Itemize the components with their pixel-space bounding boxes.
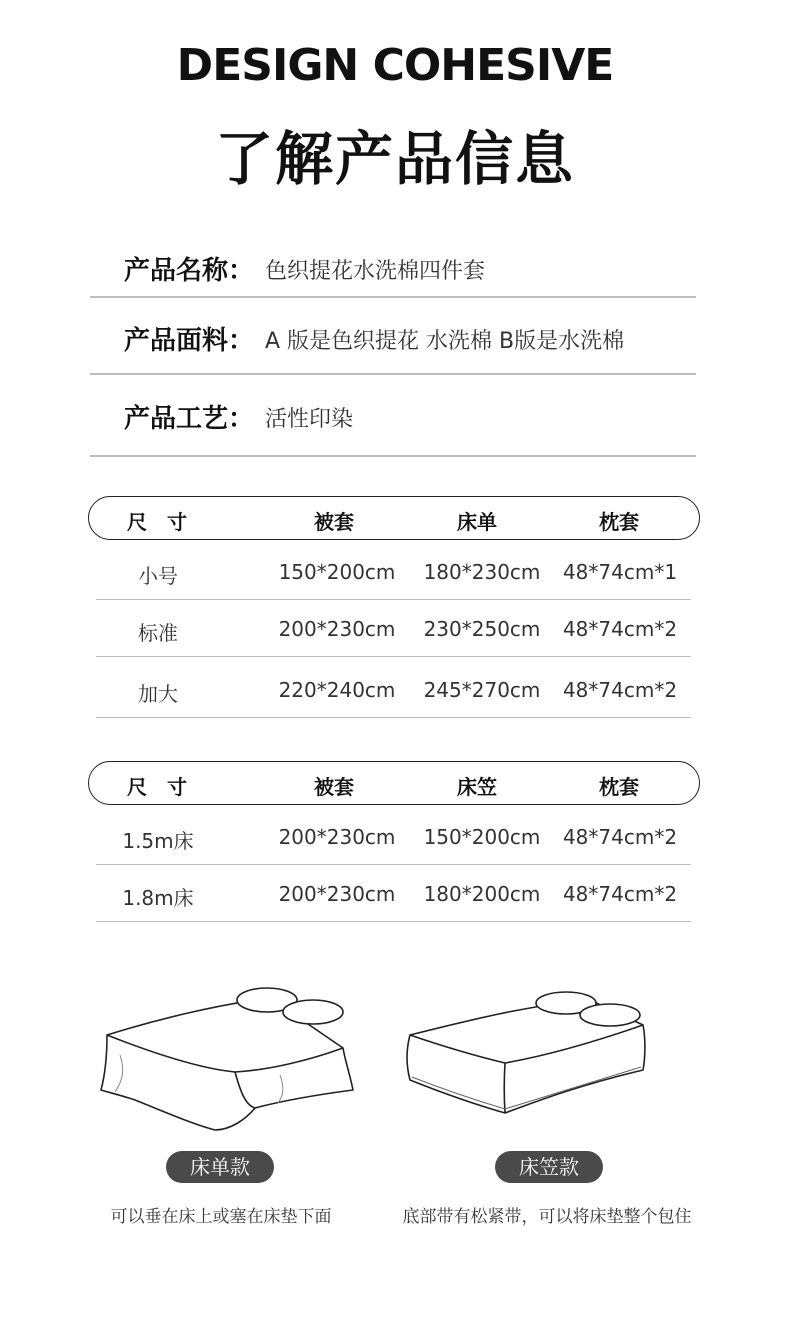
table-row <box>96 600 691 657</box>
cell-fitted: 150*200cm <box>423 825 541 849</box>
header-fitted: 床笠 <box>457 775 497 799</box>
cell-fitted: 180*200cm <box>423 882 541 906</box>
table-row <box>96 540 691 600</box>
fitted-sheet-label: 床笠款 <box>495 1151 603 1183</box>
cell-duvet: 200*230cm <box>278 882 396 906</box>
size-table-sheet <box>88 496 700 718</box>
cell-duvet: 220*240cm <box>278 678 396 702</box>
header-size: 尺 寸 <box>127 510 187 534</box>
info-label: 产品面料： <box>124 326 255 356</box>
cell-size: 1.5m床 <box>122 829 194 853</box>
cell-size: 1.8m床 <box>122 886 194 910</box>
header-sheet: 床单 <box>457 510 497 534</box>
info-value: 活性印染 <box>265 407 354 432</box>
cell-pillow: 48*74cm*1 <box>562 560 678 584</box>
cell-pillow: 48*74cm*2 <box>562 882 678 906</box>
fitted-sheet-illustration <box>400 985 650 1125</box>
cell-size: 小号 <box>138 564 178 588</box>
header-duvet: 被套 <box>314 510 354 534</box>
info-label: 产品名称： <box>124 256 255 286</box>
cell-size: 标准 <box>138 621 178 645</box>
header-pillow: 枕套 <box>599 510 639 534</box>
cell-duvet: 200*230cm <box>278 825 396 849</box>
flat-sheet-caption: 可以垂在床上或塞在床垫下面 <box>110 1207 332 1227</box>
flat-sheet-illustration <box>95 980 360 1140</box>
cell-sheet: 230*250cm <box>423 617 541 641</box>
page-title: 了解产品信息 <box>214 125 575 193</box>
table-row <box>96 805 691 865</box>
cell-sheet: 180*230cm <box>423 560 541 584</box>
info-row-process <box>90 378 696 457</box>
table-header <box>88 761 700 805</box>
table-row <box>96 865 691 922</box>
cell-duvet: 200*230cm <box>278 617 396 641</box>
info-label: 产品工艺： <box>124 404 255 434</box>
cell-duvet: 150*200cm <box>278 560 396 584</box>
table-header <box>88 496 700 540</box>
header-size: 尺 寸 <box>127 775 187 799</box>
cell-size: 加大 <box>138 682 178 706</box>
header-duvet: 被套 <box>314 775 354 799</box>
cell-pillow: 48*74cm*2 <box>562 825 678 849</box>
fitted-sheet-caption: 底部带有松紧带，可以将床垫整个包住 <box>402 1207 692 1227</box>
info-row-fabric <box>90 300 696 375</box>
cell-sheet: 245*270cm <box>423 678 541 702</box>
size-table-fitted <box>88 761 700 922</box>
info-value: 色织提花水洗棉四件套 <box>265 259 486 284</box>
info-row-name <box>90 230 696 298</box>
cell-pillow: 48*74cm*2 <box>562 617 678 641</box>
info-value: A 版是色织提花 水洗棉 B版是水洗棉 <box>265 329 625 354</box>
flat-sheet-label: 床单款 <box>166 1151 274 1183</box>
table-row <box>96 657 691 718</box>
cell-pillow: 48*74cm*2 <box>562 678 678 702</box>
brand-heading: DESIGN COHESIVE <box>176 40 614 91</box>
header-pillow: 枕套 <box>599 775 639 799</box>
